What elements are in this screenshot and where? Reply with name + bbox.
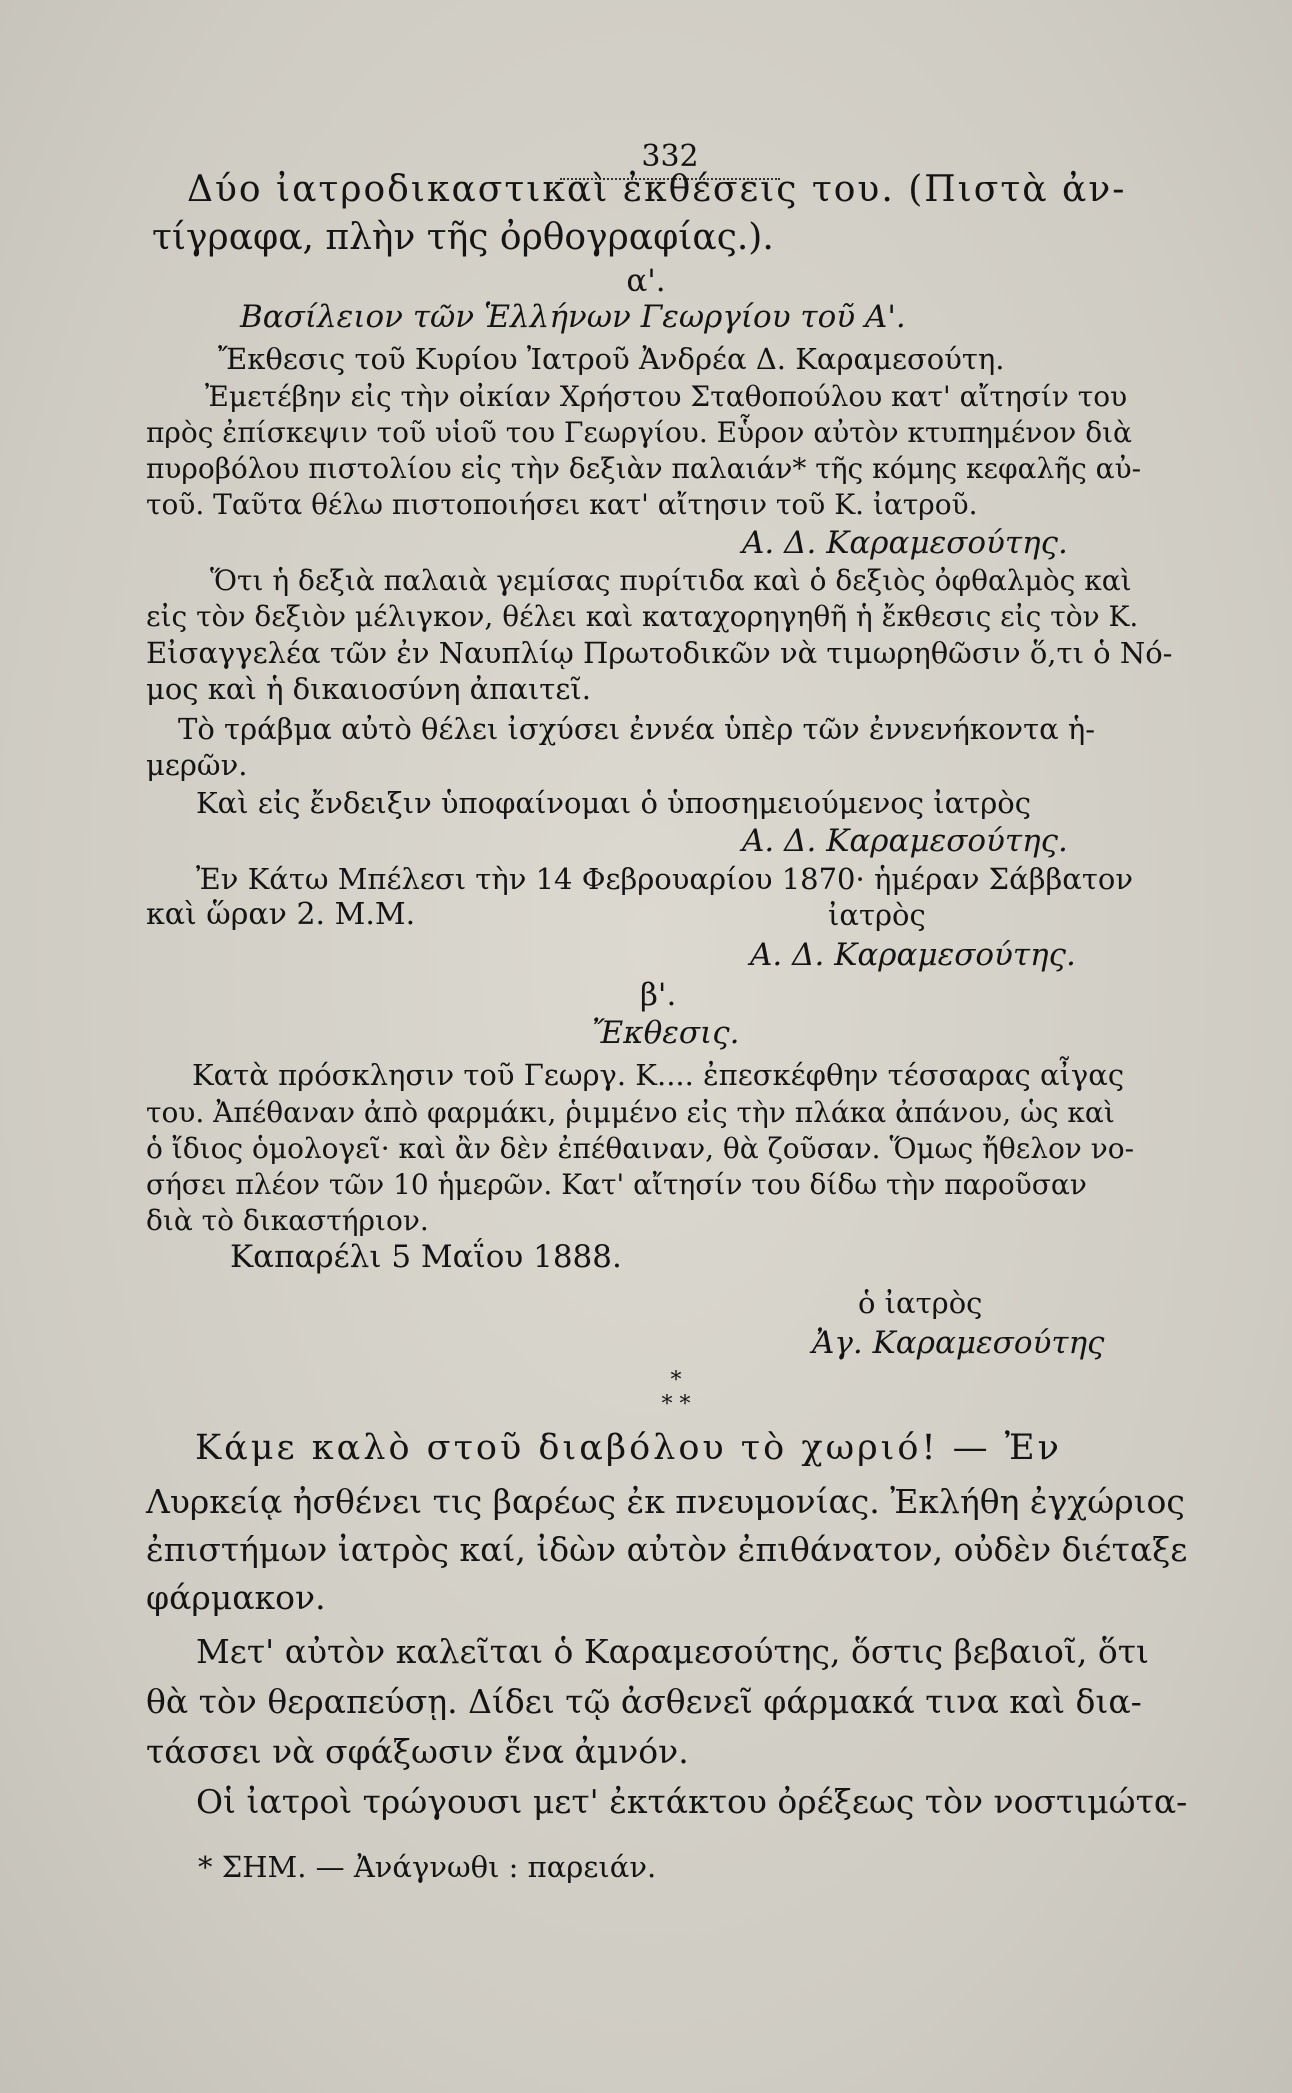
section-b-line: Κατὰ πρόσκλησιν τοῦ Γεωργ. Κ.... ἐπεσκέφθην τέσσαρας αἶγας [192,1058,1125,1092]
section-b-marker: β'. [640,977,677,1013]
section-a-line: Καὶ εἰς ἔνδειξιν ὑποφαίνομαι ὁ ὑποσημειούμενος ἰατρὸς [196,786,1031,820]
section-a-kingdom: Βασίλειον τῶν Ἑλλήνων Γεωργίου τοῦ Α'. [240,299,906,335]
heading-line-1: Δύο ἰατροδικαστικαὶ ἐκθέσεις του. (Πιστὰ ἀν- [187,169,1127,210]
signature-3: Α. Δ. Καραμεσούτης. [750,937,1076,973]
story-line: τάσσει νὰ σφάξωσιν ἕνα ἀμνόν. [146,1732,689,1771]
section-a-line: μερῶν. [146,748,248,782]
section-a-line: πρὸς ἐπίσκεψιν τοῦ υἱοῦ του Γεωργίου. Εὗρον αὐτὸν κτυπημένον διὰ [146,416,1132,449]
signature-1: Α. Δ. Καραμεσούτης. [742,525,1068,561]
story-line: Οἱ ἰατροὶ τρώγουσι μετ' ἐκτάκτου ὀρέξεως τὸν νοστιμώτα- [196,1782,1188,1821]
page-number: 332 [560,140,780,180]
section-a-line: Ὅτι ἡ δεξιὰ παλαιὰ γεμίσας πυρίτιδα καὶ ὁ δεξιὸς ὀφθαλμὸς καὶ [210,564,1132,597]
section-a-line: Εἰσαγγελέα τῶν ἐν Ναυπλίῳ Πρωτοδικῶν νὰ τιμωρηθῶσιν ὅ,τι ὁ Νό- [146,636,1173,670]
section-a-marker: α'. [626,263,666,299]
section-b-iatros: ὁ ἰατρὸς [858,1286,983,1320]
story-line: ἐπιστήμων ἰατρὸς καί, ἰδὼν αὐτὸν ἐπιθάνατον, οὐδὲν διέταξε [146,1530,1188,1569]
section-a-line: μος καὶ ἡ δικαιοσύνη ἀπαιτεῖ. [146,672,591,706]
story-line: θὰ τὸν θεραπεύσῃ. Δίδει τῷ ἀσθενεῖ φάρμακά τινα καὶ δια- [146,1682,1142,1721]
story-line: φάρμακον. [146,1578,326,1617]
section-b-signature: Ἀγ. Καραμεσούτης [812,1325,1105,1361]
story-title-line: Κάμε καλὸ στοῦ διαβόλου τὸ χωριό! — Ἐν [195,1428,1062,1468]
section-b-line: σήσει πλέον τῶν 10 ἡμερῶν. Κατ' αἴτησίν του δίδω τὴν παροῦσαν [146,1168,1087,1201]
heading-line-2: τίγραφα, πλὴν τῆς ὀρθογραφίας.). [152,217,774,258]
section-a-line: Τὸ τράβμα αὐτὸ θέλει ἰσχύσει ἐννέα ὑπὲρ τῶν ἐννενήκοντα ἡ- [178,712,1096,746]
section-b-line: διὰ τὸ δικαστήριον. [146,1204,429,1237]
iatros-label: ἰατρὸς [828,898,926,932]
section-b-line: του. Ἀπέθαναν ἀπὸ φαρμάκι, ῥιμμένο εἰς τὴν πλάκα ἀπάνου, ὡς καὶ [146,1096,1115,1129]
separator-asterisks: * * [661,1392,691,1417]
section-a-line: τοῦ. Ταῦτα θέλω πιστοποιήσει κατ' αἴτησιν τοῦ Κ. ἰατροῦ. [146,488,978,521]
separator-asterisk: * [670,1368,682,1393]
section-a-line: εἰς τὸν δεξιὸν μέλιγκον, θέλει καὶ καταχορηγηθῆ ἡ ἔκθεσις εἰς τὸν Κ. [146,600,1139,633]
signature-2: Α. Δ. Καραμεσούτης. [742,823,1068,859]
section-a-line: πυροβόλου πιστολίου εἰς τὴν δεξιὰν παλαιάν* τῆς κόμης κεφαλῆς αὐ- [146,452,1142,485]
story-line: Μετ' αὐτὸν καλεῖται ὁ Καραμεσούτης, ὅστις βεβαιοῖ, ὅτι [196,1632,1149,1671]
footnote: * ΣΗΜ. — Ἀνάγνωθι : παρειάν. [198,1850,657,1884]
story-line: Λυρκείᾳ ἠσθένει τις βαρέως ἐκ πνευμονίας. Ἐκλήθη ἐγχώριος [146,1482,1185,1521]
hour-line: καὶ ὥραν 2. Μ.Μ. [146,897,416,932]
section-b-title: Ἔκθεσις. [592,1015,740,1051]
section-b-line: ὁ ἴδιος ὁμολογεῖ· καὶ ἂν δὲν ἐπέθαιναν, θὰ ζοῦσαν. Ὅμως ἤθελον νο- [146,1132,1135,1165]
section-b-date: Καπαρέλι 5 Μαΐου 1888. [230,1239,622,1275]
section-a-line: Ἐμετέβην εἰς τὴν οἰκίαν Χρήστου Σταθοπούλου κατ' αἴτησίν του [205,380,1128,413]
place-date-line: Ἐν Κάτω Μπέλεσι τὴν 14 Φεβρουαρίου 1870· ἡμέραν Σάββατον [196,862,1134,896]
section-a-line: Ἔκθεσις τοῦ Κυρίου Ἰατροῦ Ἀνδρέα Δ. Καραμεσούτη. [218,342,1005,376]
